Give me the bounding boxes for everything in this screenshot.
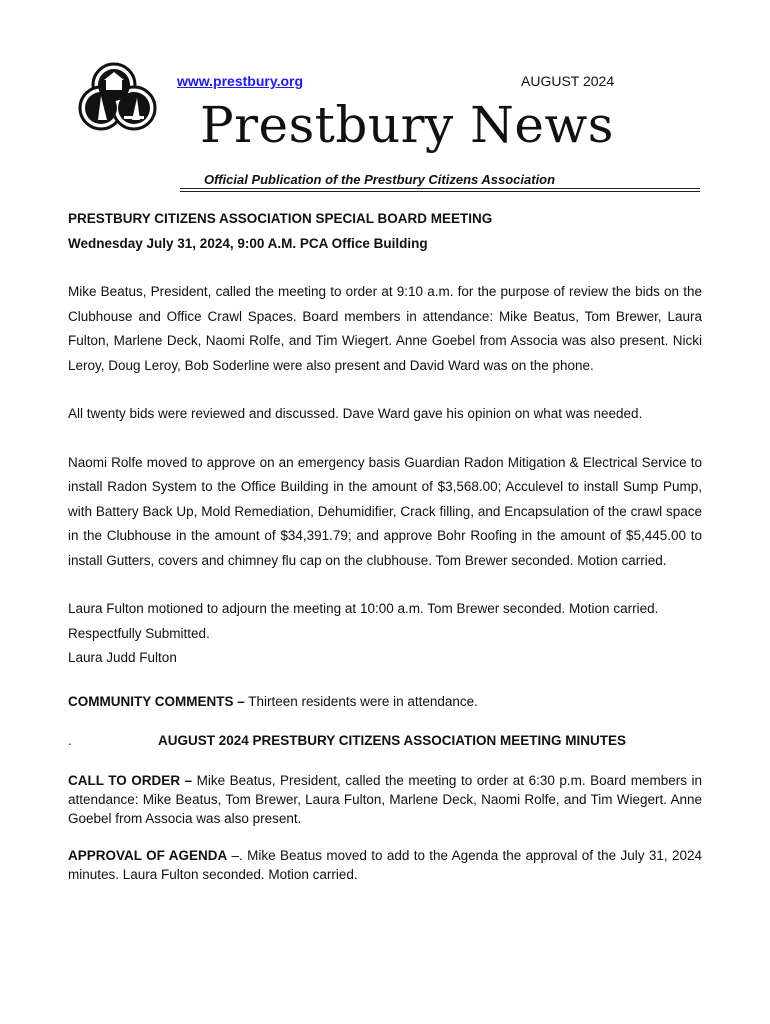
masthead-rule-bottom <box>180 191 700 192</box>
special-meeting-paragraph: All twenty bids were reviewed and discussed. Dave Ward gave his opinion on what was needed. <box>68 406 643 421</box>
signature-name: Laura Judd Fulton <box>68 650 177 665</box>
minutes-heading <box>68 732 702 749</box>
community-comments-text: Thirteen residents were in attendance. <box>244 693 478 709</box>
closing-block <box>68 597 702 671</box>
minutes-marker: . <box>68 732 72 748</box>
submitted-line: Respectfully Submitted. <box>68 625 210 641</box>
issue-date: AUGUST 2024 <box>521 73 615 89</box>
approval-of-agenda-text: –. Mike Beatus moved to add to the Agenda the approval of the July 31, 2024 minutes. Laura Fulton seconded. Motion carried. <box>68 847 702 882</box>
call-to-order-label: CALL TO ORDER – <box>68 772 193 788</box>
masthead-rule-top <box>180 188 700 189</box>
approval-of-agenda <box>68 846 702 884</box>
special-meeting-paragraph: Naomi Rolfe moved to approve on an emergency basis Guardian Radon Mitigation & Electrical Service to install Radon System to the Office Building in the amount of $3,568.00; Acculevel to install Sump Pump, with Battery Back Up, Mold Remediation, Dehumidifier, Crack filling, and Encapsulation of the crawl space in the Clubhouse in the amount of $34,391.79; and approve Bohr Roofing in the amount of $5,445.00 to install Gutters, covers and chimney flu cap on the clubhouse. Tom Brewer seconded. Motion carried. <box>68 454 702 568</box>
community-comments-label: COMMUNITY COMMENTS – <box>68 693 245 709</box>
minutes-title: AUGUST 2024 PRESTBURY CITIZENS ASSOCIATION MEETING MINUTES <box>158 732 627 748</box>
call-to-order-text: Mike Beatus, President, called the meeting to order at 6:30 p.m. Board members in attendance: Mike Beatus, Tom Brewer, Laura Fulton, Marlene Deck, Naomi Rolfe, and Tim Wiegert. Anne Goebel from Associa was also present. <box>68 772 703 826</box>
adjourn-line: Laura Fulton motioned to adjourn the meeting at 10:00 a.m. Tom Brewer seconded. Motion carried. <box>68 601 659 616</box>
special-meeting-date: Wednesday July 31, 2024, 9:00 A.M. PCA Office Building <box>68 236 428 251</box>
website-link[interactable]: www.prestbury.org <box>177 73 304 89</box>
community-comments <box>68 693 702 710</box>
prestbury-logo-icon <box>74 62 160 138</box>
masthead-title: Prestbury News <box>200 96 614 154</box>
special-meeting-paragraph: Mike Beatus, President, called the meeting to order at 9:10 a.m. for the purpose of review the bids on the Clubhouse and Office Crawl Spaces. Board members in attendance: Mike Beatus, Tom Brewer, Laura Fulton, Marlene Deck, Naomi Rolfe, and Tim Wiegert. Anne Goebel from Associa was also present. Nicki Leroy, Doug Leroy, Bob Soderline were also present and David Ward was on the phone. <box>68 284 702 373</box>
masthead-tagline: Official Publication of the Prestbury Citizens Association <box>204 172 556 187</box>
call-to-order <box>68 771 702 828</box>
special-meeting-title: PRESTBURY CITIZENS ASSOCIATION SPECIAL BOARD MEETING <box>68 211 493 226</box>
approval-of-agenda-label: APPROVAL OF AGENDA <box>68 847 228 863</box>
newsletter-body <box>68 210 702 902</box>
